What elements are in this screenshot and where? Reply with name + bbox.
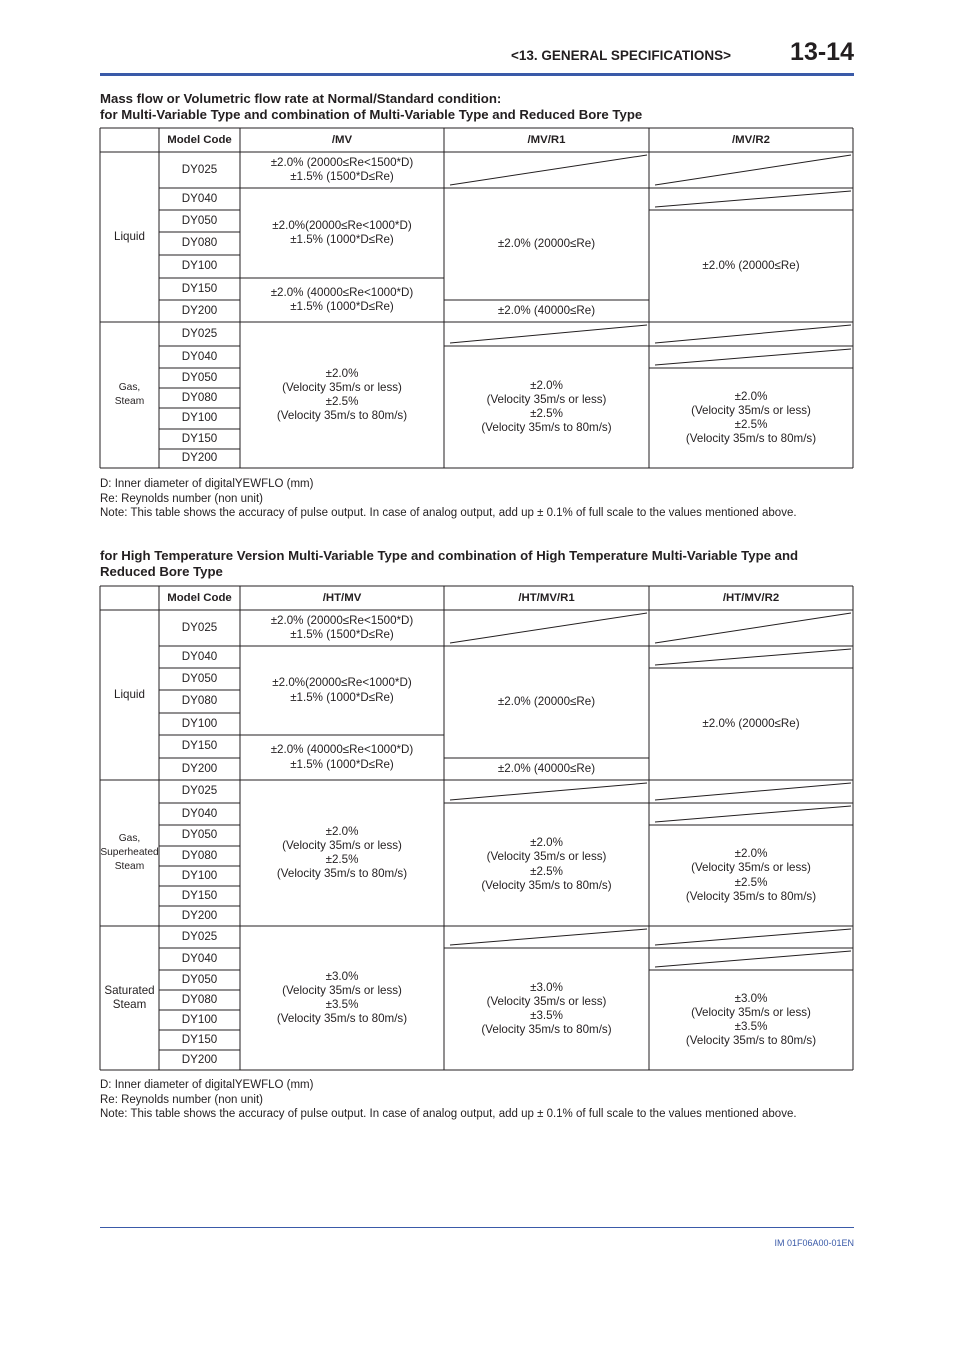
model-code-dy050: DY050	[181, 972, 218, 986]
model-code-dy150: DY150	[181, 1032, 218, 1046]
accuracy-mv-gas-line: (Velocity 35m/s or less)	[282, 380, 402, 394]
group-gas-steam-line: Steam	[114, 396, 145, 407]
group-liquid: Liquid	[114, 229, 145, 243]
accuracy-r2-gas-line: (Velocity 35m/s or less)	[691, 403, 811, 417]
accuracy-r2-dy050-dy200: ±2.0% (20000≤Re)	[702, 258, 800, 272]
accuracy-r1-gas-line: (Velocity 35m/s or less)	[486, 392, 607, 406]
accuracy-mv-gas	[240, 780, 444, 926]
accuracy-mv-dy025-line: ±1.5% (1500*D≤Re)	[290, 170, 394, 183]
column-header-r2: /HT/MV/R2	[722, 591, 780, 604]
model-code-dy050: DY050	[181, 671, 218, 685]
accuracy-mv-dy040-dy100	[240, 646, 444, 735]
model-code-dy025: DY025	[181, 784, 218, 798]
accuracy-r2-gas-line: ±2.0%	[734, 847, 768, 861]
not-applicable-slash	[655, 806, 851, 822]
footer-rule	[100, 1227, 854, 1228]
accuracy-r1-sat-line: ±3.0%	[530, 980, 563, 994]
accuracy-mv-dy025-line: ±1.5% (1500*D≤Re)	[290, 628, 394, 641]
model-code-dy200: DY200	[181, 1052, 218, 1066]
accuracy-mv-sat-line: (Velocity 35m/s or less)	[282, 983, 402, 997]
model-code-dy025: DY025	[181, 326, 218, 340]
accuracy-r2-sat-line: ±3.5%	[734, 1020, 768, 1033]
note-reynolds: Re: Reynolds number (non unit)	[100, 1093, 263, 1106]
accuracy-mv-sat-line: ±3.5%	[325, 998, 359, 1011]
model-code-dy040: DY040	[181, 951, 218, 965]
accuracy-r2-dy050-dy200: ±2.0% (20000≤Re)	[702, 716, 800, 730]
group-saturated-steam-line: Saturated	[104, 983, 155, 997]
column-header-r1: /MV/R1	[527, 133, 566, 146]
group-saturated-steam	[100, 926, 159, 1070]
model-code-dy050: DY050	[181, 213, 218, 227]
model-code-dy100: DY100	[181, 1012, 218, 1026]
accuracy-mv-gas-line: (Velocity 35m/s to 80m/s)	[276, 867, 408, 881]
accuracy-r1-dy040-dy150: ±2.0% (20000≤Re)	[497, 236, 596, 250]
group-gas-superheated-steam-line: Gas,	[118, 833, 141, 844]
model-code-dy150: DY150	[181, 739, 218, 753]
section-title: <13. GENERAL SPECIFICATIONS>	[510, 48, 731, 63]
model-code-dy080: DY080	[181, 236, 218, 250]
column-header-mv: /HT/MV	[322, 591, 362, 604]
column-header-model-code: Model Code	[167, 133, 232, 146]
column-header-mv: /MV	[331, 133, 353, 146]
model-code-dy100: DY100	[181, 411, 218, 425]
not-applicable-slash	[450, 613, 647, 643]
column-header-r1: /HT/MV/R1	[518, 591, 575, 604]
accuracy-r1-sat-line: ±3.5%	[530, 1009, 563, 1022]
model-code-dy025: DY025	[181, 162, 218, 176]
accuracy-r2-sat-line: (Velocity 35m/s to 80m/s)	[685, 1034, 817, 1048]
accuracy-mv-gas-line: ±2.0%	[325, 824, 359, 838]
section2-heading-line2: Reduced Bore Type	[100, 564, 223, 579]
accuracy-r1-dy200: ±2.0% (40000≤Re)	[497, 761, 596, 775]
accuracy-mv-gas-line: ±2.5%	[325, 853, 359, 866]
accuracy-r2-gas-line: ±2.0%	[734, 389, 768, 403]
note-inner-diameter: D: Inner diameter of digitalYEWFLO (mm)	[100, 478, 314, 490]
column-header-model-code: Model Code	[167, 591, 232, 604]
accuracy-mv-sat	[240, 926, 444, 1070]
accuracy-r1-sat	[444, 948, 649, 1070]
model-code-dy080: DY080	[181, 694, 218, 708]
not-applicable-slash	[450, 783, 647, 800]
accuracy-mv-gas-line: (Velocity 35m/s or less)	[282, 838, 402, 852]
model-code-dy150: DY150	[181, 888, 218, 902]
accuracy-mv-dy040-dy100-line: ±2.0%(20000≤Re<1000*D)	[272, 676, 412, 690]
group-liquid: Liquid	[114, 687, 145, 701]
section2-notes	[100, 1078, 797, 1122]
not-applicable-slash	[655, 929, 851, 945]
accuracy-mv-gas-line: ±2.0%	[325, 366, 359, 380]
accuracy-r1-dy200: ±2.0% (40000≤Re)	[497, 303, 596, 317]
model-code-dy080: DY080	[181, 390, 218, 404]
model-code-dy080: DY080	[181, 848, 218, 862]
accuracy-r1-gas	[444, 803, 649, 926]
model-code-dy100: DY100	[181, 716, 218, 730]
section2-heading-line1: for High Temperature Version Multi-Variable Type and combination of High Temperature Multi-Variable Type and	[100, 548, 799, 563]
accuracy-r2-gas-line: ±2.5%	[734, 875, 768, 889]
model-code-dy025: DY025	[181, 620, 218, 634]
section1-heading-line2: for Multi-Variable Type and combination of Multi-Variable Type and Reduced Bore Type	[100, 107, 643, 122]
accuracy-mv-sat-line: (Velocity 35m/s to 80m/s)	[276, 1012, 408, 1026]
accuracy-mv-dy025-line: ±2.0% (20000≤Re<1500*D)	[270, 613, 414, 627]
accuracy-r2-sat-line: (Velocity 35m/s or less)	[691, 1005, 811, 1019]
accuracy-mv-dy150-dy200-line: ±2.0% (40000≤Re<1000*D)	[270, 285, 414, 299]
model-code-dy080: DY080	[181, 992, 218, 1006]
model-code-dy200: DY200	[181, 761, 218, 775]
model-code-dy150: DY150	[181, 281, 218, 295]
accuracy-r1-gas-line: ±2.5%	[530, 407, 563, 420]
accuracy-mv-dy025-line: ±2.0% (20000≤Re<1500*D)	[270, 155, 414, 169]
model-code-dy040: DY040	[181, 649, 218, 663]
accuracy-mv-dy150-dy200-line: ±1.5% (1000*D≤Re)	[290, 757, 394, 771]
accuracy-mv-sat-line: ±3.0%	[325, 969, 359, 983]
accuracy-mv-dy150-dy200	[240, 735, 444, 780]
model-code-dy100: DY100	[181, 868, 218, 882]
accuracy-r1-gas-line: (Velocity 35m/s to 80m/s)	[481, 878, 612, 892]
accuracy-r1-gas-line: (Velocity 35m/s or less)	[486, 850, 607, 864]
note-pulse-output: Note: This table shows the accuracy of pulse output. In case of analog output, add up ± 0.1% of full scale to the values mentioned above.	[100, 1108, 797, 1121]
not-applicable-slash	[655, 613, 851, 643]
column-header-r2: /MV/R2	[732, 133, 770, 146]
accuracy-mv-dy150-dy200-line: ±1.5% (1000*D≤Re)	[290, 300, 394, 313]
group-saturated-steam-line: Steam	[112, 998, 147, 1011]
accuracy-r2-sat-line: ±3.0%	[734, 991, 768, 1005]
model-code-dy025: DY025	[181, 929, 218, 943]
model-code-dy100: DY100	[181, 259, 218, 273]
accuracy-r2-gas-line: ±2.5%	[734, 418, 768, 431]
group-gas-superheated-steam-line: Steam	[114, 861, 145, 872]
accuracy-r2-gas-line: (Velocity 35m/s to 80m/s)	[685, 432, 817, 446]
model-code-dy040: DY040	[181, 349, 218, 363]
not-applicable-slash	[655, 783, 851, 800]
model-code-dy040: DY040	[181, 806, 218, 820]
group-gas-superheated-steam	[100, 780, 159, 926]
accuracy-r1-gas-line: ±2.0%	[530, 836, 563, 850]
group-gas-steam-line: Gas,	[118, 382, 141, 393]
not-applicable-slash	[450, 929, 647, 945]
not-applicable-slash	[655, 951, 851, 967]
model-code-dy200: DY200	[181, 303, 218, 317]
accuracy-mv-dy150-dy200-line: ±2.0% (40000≤Re<1000*D)	[270, 743, 414, 757]
model-code-dy200: DY200	[181, 451, 218, 465]
accuracy-mv-dy025	[240, 610, 444, 646]
accuracy-r1-sat-line: (Velocity 35m/s or less)	[486, 994, 607, 1008]
accuracy-mv-dy040-dy100-line: ±2.0%(20000≤Re<1000*D)	[272, 218, 412, 232]
note-reynolds: Re: Reynolds number (non unit)	[100, 492, 263, 505]
model-code-dy200: DY200	[181, 908, 218, 922]
page-number: 13-14	[790, 38, 854, 66]
accuracy-r2-sat	[649, 970, 853, 1070]
not-applicable-slash	[655, 649, 851, 665]
accuracy-mv-gas-line: ±2.5%	[325, 395, 359, 408]
accuracy-r1-gas-line: (Velocity 35m/s to 80m/s)	[481, 421, 612, 435]
accuracy-r2-gas	[649, 825, 853, 926]
group-gas-superheated-steam-line: Superheated	[100, 847, 159, 858]
accuracy-mv-dy040-dy100-line: ±1.5% (1000*D≤Re)	[290, 690, 394, 704]
note-inner-diameter: D: Inner diameter of digitalYEWFLO (mm)	[100, 1079, 314, 1091]
note-pulse-output: Note: This table shows the accuracy of pulse output. In case of analog output, add up ± 0.1% of full scale to the values mentioned above.	[100, 507, 797, 520]
model-code-dy040: DY040	[181, 191, 218, 205]
model-code-dy050: DY050	[181, 370, 218, 384]
accuracy-r1-sat-line: (Velocity 35m/s to 80m/s)	[481, 1023, 612, 1037]
accuracy-r2-gas-line: (Velocity 35m/s or less)	[691, 861, 811, 875]
accuracy-r2-gas-line: (Velocity 35m/s to 80m/s)	[685, 889, 817, 903]
accuracy-mv-dy040-dy100-line: ±1.5% (1000*D≤Re)	[290, 233, 394, 246]
accuracy-mv-gas-line: (Velocity 35m/s to 80m/s)	[276, 409, 408, 423]
accuracy-r1-dy040-dy150: ±2.0% (20000≤Re)	[497, 694, 596, 708]
model-code-dy150: DY150	[181, 431, 218, 445]
section1-heading-line1: Mass flow or Volumetric flow rate at Normal/Standard condition:	[100, 91, 502, 106]
model-code-dy050: DY050	[181, 828, 218, 842]
accuracy-r1-gas-line: ±2.0%	[530, 378, 563, 392]
accuracy-r1-gas-line: ±2.5%	[530, 864, 563, 878]
document-code: IM 01F06A00-01EN	[774, 1238, 854, 1248]
